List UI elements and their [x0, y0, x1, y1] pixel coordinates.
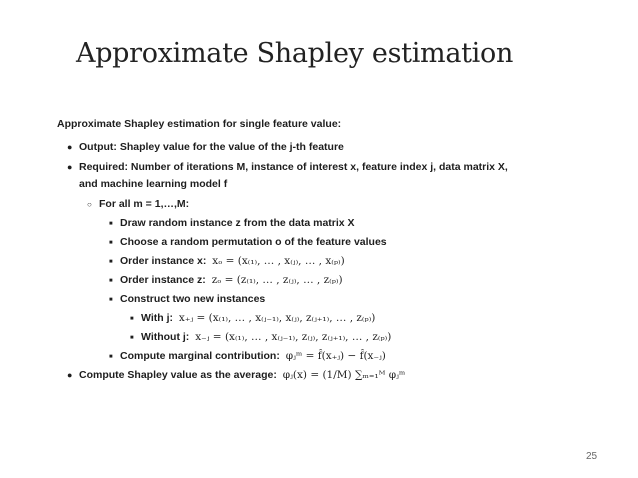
bullet-dot-icon: ● [67, 162, 73, 172]
bullet-square-icon: ■ [109, 354, 113, 360]
construct-text: Construct two new instances [120, 293, 266, 305]
bullet-required [57, 159, 527, 193]
required-text: Required: Number of iterations M, instance of interest x, feature index j, data matrix X, and machine learning model f [79, 161, 508, 190]
bullet-square-icon: ■ [109, 259, 113, 265]
page-number: 25 [586, 451, 598, 462]
bullet-square-icon: ■ [109, 221, 113, 227]
bullet-permutation [57, 235, 527, 250]
bullet-marginal [57, 349, 527, 364]
bullet-order-x [57, 254, 527, 269]
average-formula: φⱼ(x) = (1/M) ∑ₘ₌₁ᴹ φⱼᵐ [282, 369, 406, 381]
bullet-draw [57, 216, 527, 231]
with-j-formula: x₊ⱼ = (x₍₁₎, … , x₍ⱼ₋₁₎, x₍ⱼ₎, z₍ⱼ₊₁₎, … , z₍ₚ₎) [178, 312, 376, 324]
bullet-loop [57, 197, 527, 212]
bullet-output [57, 140, 527, 155]
bullet-square-icon: ■ [130, 316, 134, 322]
bullet-construct [57, 292, 527, 307]
without-j-label: Without j: [141, 331, 190, 343]
bullet-with-j [57, 311, 527, 326]
slide-title: Approximate Shapley estimation [76, 38, 514, 69]
bullet-dot-icon: ● [67, 370, 73, 380]
average-label: Compute Shapley value as the average: [79, 369, 277, 381]
order-x-formula: xₒ = (x₍₁₎, … , x₍ⱼ₎, … , x₍ₚ₎) [212, 255, 345, 267]
bullet-square-icon: ■ [130, 335, 134, 341]
bullet-dot-icon: ● [67, 142, 73, 152]
without-j-formula: x₋ⱼ = (x₍₁₎, … , x₍ⱼ₋₁₎, z₍ⱼ₎, z₍ⱼ₊₁₎, … , z₍ₚ₎) [195, 331, 392, 343]
bullet-order-z [57, 273, 527, 288]
algorithm-heading: Approximate Shapley estimation for single feature value: [57, 118, 342, 130]
bullet-circle-icon: ○ [87, 200, 92, 209]
order-z-formula: zₒ = (z₍₁₎, … , z₍ⱼ₎, … , z₍ₚ₎) [211, 274, 343, 286]
loop-text: For all m = 1,…,M: [99, 198, 190, 210]
marginal-formula: φⱼᵐ = f̂(x₊ⱼ) − f̂(x₋ⱼ) [285, 350, 386, 362]
slide-content [57, 118, 527, 387]
permutation-text: Choose a random permutation o of the feature values [120, 236, 387, 248]
bullet-square-icon: ■ [109, 297, 113, 303]
order-z-label: Order instance z: [120, 274, 206, 286]
output-text: Output: Shapley value for the value of the j-th feature [79, 141, 344, 153]
bullet-square-icon: ■ [109, 278, 113, 284]
draw-text: Draw random instance z from the data matrix X [120, 217, 355, 229]
with-j-label: With j: [141, 312, 173, 324]
bullet-square-icon: ■ [109, 240, 113, 246]
marginal-label: Compute marginal contribution: [120, 350, 280, 362]
bullet-without-j [57, 330, 527, 345]
bullet-average [57, 368, 527, 383]
order-x-label: Order instance x: [120, 255, 207, 267]
